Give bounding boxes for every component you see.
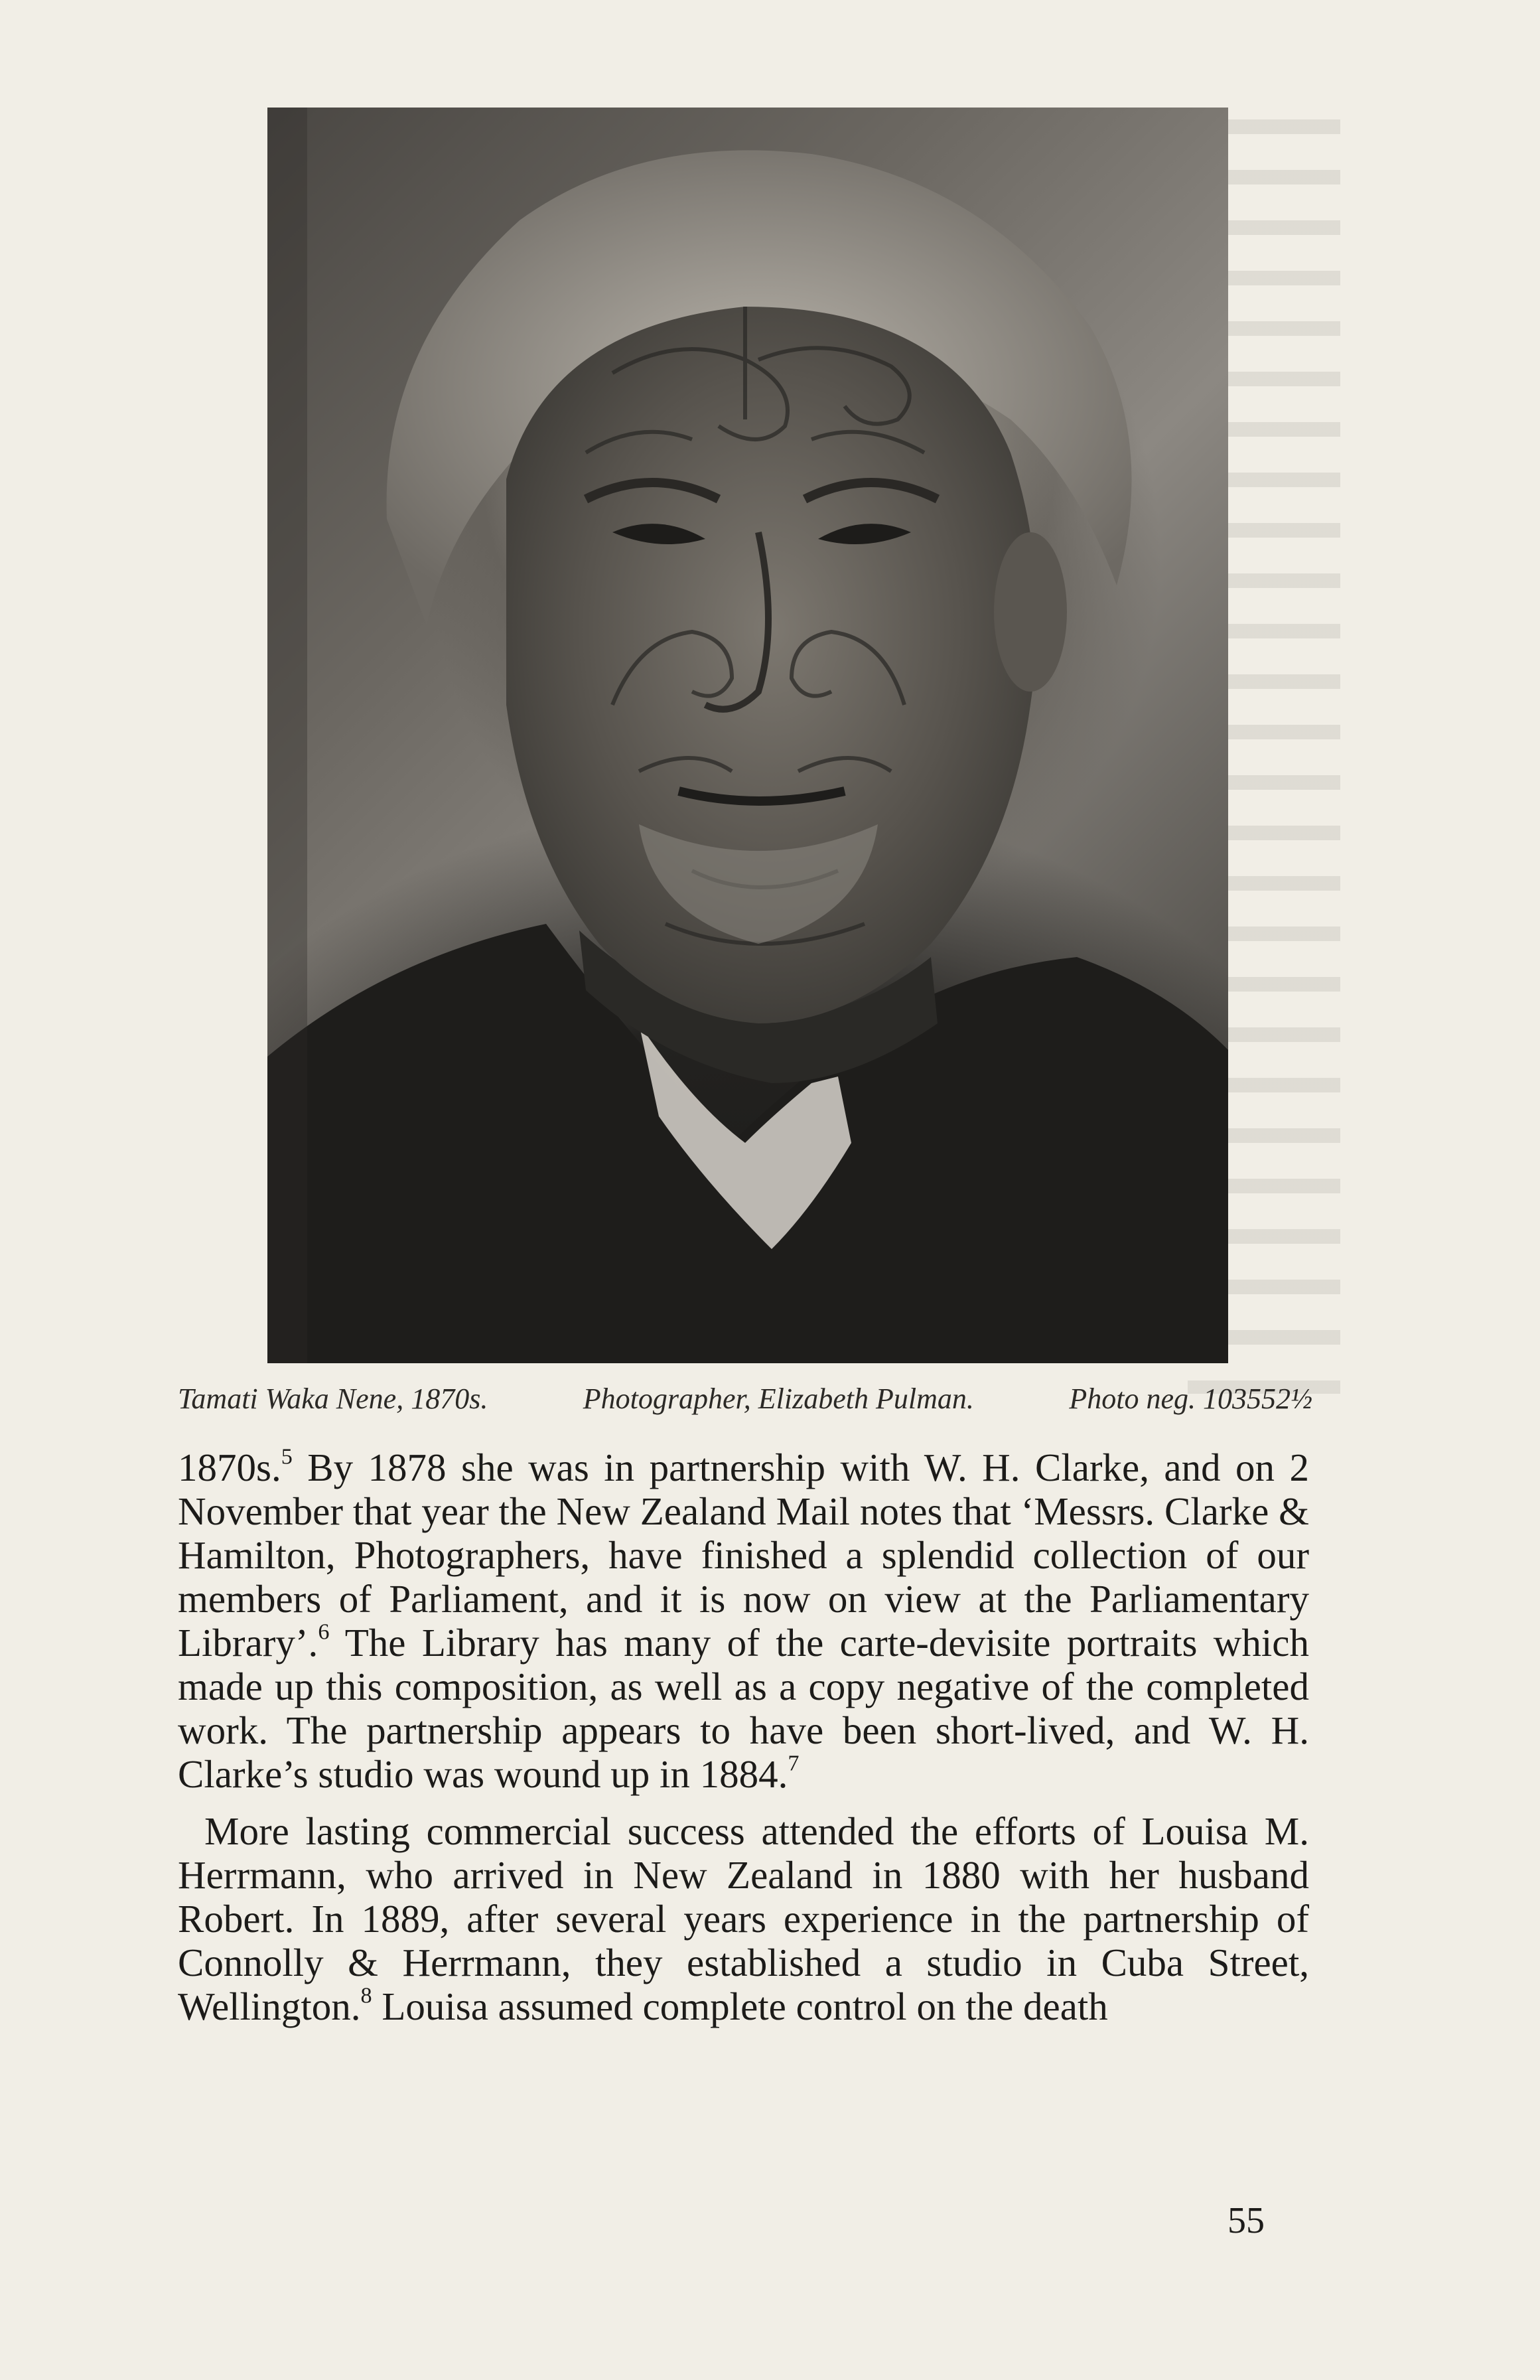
footnote-ref-5: 5: [281, 1444, 293, 1469]
portrait-photograph: [267, 108, 1228, 1363]
page-number: 55: [1227, 2200, 1265, 2241]
photo-caption: [178, 1382, 1312, 1416]
paragraph-2-text-b: Louisa assumed complete control on the death: [372, 1984, 1108, 2028]
caption-photographer: Photographer, Elizabeth Pulman.: [583, 1382, 974, 1415]
paragraph-1-text-c: The Library has many of the carte-devisite portraits which made up this composition, as well as a copy negative of the completed work. The partnership appears to have been short-lived, and W. H. Clarke’s studio was wound up in 1884.: [178, 1621, 1309, 1796]
portrait-illustration: [267, 108, 1228, 1363]
paragraph-1: [178, 1446, 1309, 1796]
paragraph-1-text-b: By 1878 she was in partnership with W. H. Clarke, and on 2 November that year the New Zealand Mail notes that ‘Messrs. Clarke & Hamilton, Photographers, have finished a splendid collection of our members of Parliament, and it is now on view at the Parliamentary Library’.: [178, 1446, 1309, 1665]
footnote-ref-6: 6: [318, 1619, 330, 1645]
footnote-ref-7: 7: [788, 1751, 800, 1776]
paragraph-2-text-a: More lasting commercial success attended the efforts of Louisa M. Herrmann, who arrived in New Zealand in 1880 with her husband Robert. In 1889, after several years experience in the partnership of Connolly & Herrmann, they established a studio in Cuba Street, Wellington.: [178, 1809, 1309, 2028]
caption-subject: Tamati Waka Nene, 1870s.: [178, 1382, 488, 1415]
paragraph-1-text-a: 1870s.: [178, 1446, 281, 1489]
caption-negative-number: Photo neg. 103552½: [1069, 1382, 1312, 1415]
body-text: [178, 1446, 1309, 2028]
footnote-ref-8: 8: [360, 1983, 372, 2008]
paragraph-2: [178, 1809, 1309, 2028]
